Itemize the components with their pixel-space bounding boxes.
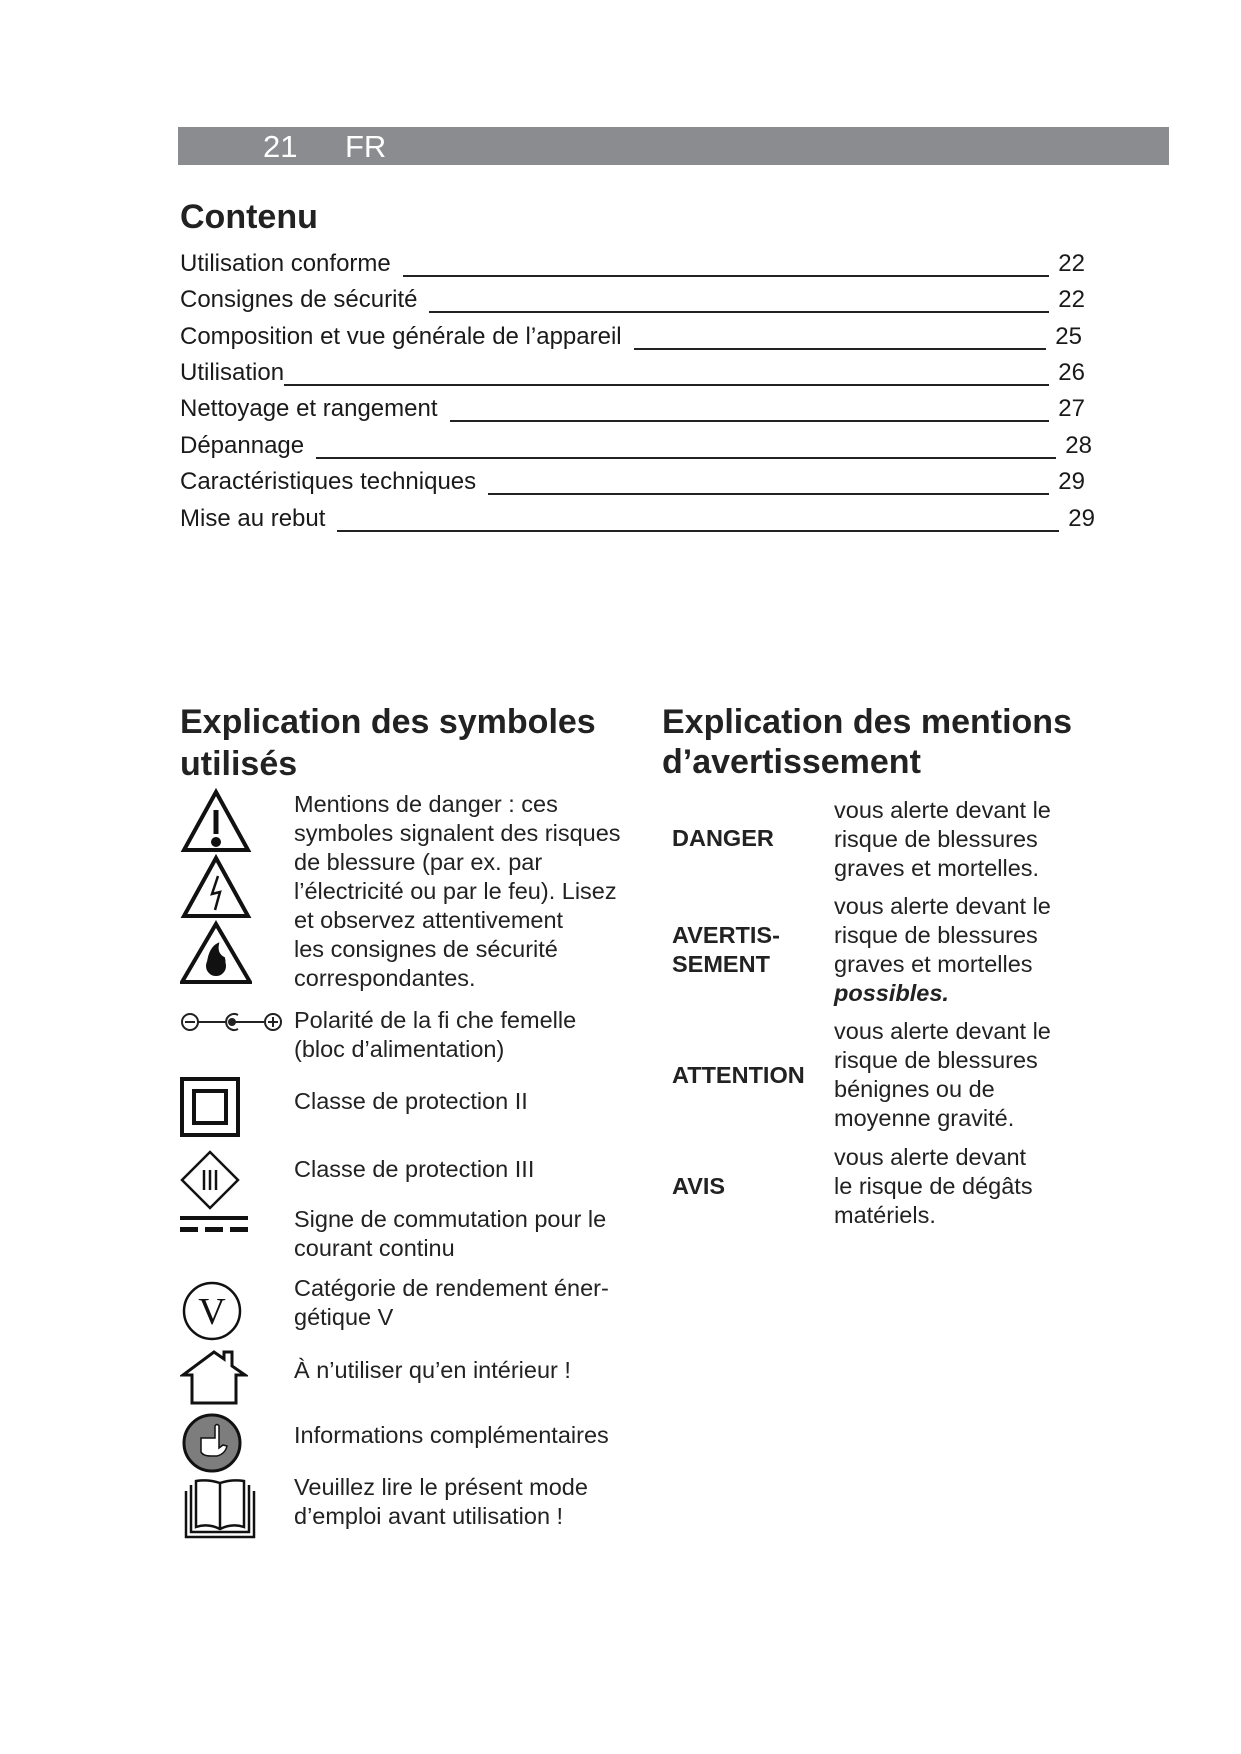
page-number: 21 bbox=[263, 129, 298, 164]
toc-entry-page: 25 bbox=[1055, 323, 1082, 350]
protection-class-3-icon bbox=[180, 1150, 240, 1210]
electric-warning-icon bbox=[184, 858, 248, 916]
toc-entry[interactable] bbox=[180, 504, 1095, 534]
indoor-house-icon bbox=[180, 1349, 248, 1405]
toc-entry-label: Composition et vue générale de l’appareil bbox=[180, 323, 622, 350]
toc-entry[interactable] bbox=[180, 431, 1092, 461]
protection-class-2-icon bbox=[180, 1077, 240, 1137]
text-line: SEMENT bbox=[672, 951, 770, 977]
toc-entry-label: Dépannage bbox=[180, 432, 305, 459]
text-line: les consignes de sécurité bbox=[294, 936, 558, 962]
toc-entry-label: Nettoyage et rangement bbox=[180, 395, 438, 422]
toc-leader-line bbox=[316, 457, 1056, 459]
toc-entry[interactable] bbox=[180, 467, 1085, 497]
fire-warning-icon bbox=[182, 924, 250, 982]
symbol-description bbox=[294, 790, 621, 993]
text-line: (bloc d’alimentation) bbox=[294, 1036, 505, 1062]
emphasis-text: possibles. bbox=[834, 980, 949, 1006]
text-line: Polarité de la fi che femelle bbox=[294, 1007, 577, 1033]
signal-word-description bbox=[834, 1017, 1051, 1133]
signal-word-description bbox=[834, 1143, 1033, 1230]
text-line: graves et mortelles. bbox=[834, 855, 1040, 881]
text-line: moyenne gravité. bbox=[834, 1105, 1015, 1131]
toc-title: Contenu bbox=[180, 198, 318, 236]
signal-word-label bbox=[672, 1172, 725, 1201]
symbol-description bbox=[294, 1421, 609, 1450]
text-line: Classe de protection II bbox=[294, 1088, 528, 1114]
exclamation-warning-icon bbox=[184, 792, 248, 850]
efficiency-v-icon bbox=[181, 1280, 243, 1342]
text-line: vous alerte devant le bbox=[834, 797, 1051, 823]
toc-entry-page: 28 bbox=[1065, 432, 1092, 459]
symbols-title-2: utilisés bbox=[180, 745, 298, 783]
toc-leader-line bbox=[450, 420, 1050, 422]
toc-entry-label: Mise au rebut bbox=[180, 505, 326, 532]
text-line: symboles signalent des risques bbox=[294, 820, 621, 846]
symbol-description bbox=[294, 1006, 576, 1064]
toc-entry[interactable] bbox=[180, 322, 1082, 352]
symbols-title-1: Explication des symboles bbox=[180, 703, 596, 741]
text-line: Signe de commutation pour le bbox=[294, 1206, 607, 1232]
text-line: courant continu bbox=[294, 1235, 455, 1261]
text-line: AVERTIS- bbox=[672, 922, 780, 948]
symbol-description bbox=[294, 1087, 528, 1116]
toc-leader-line bbox=[337, 530, 1059, 532]
read-manual-book-icon bbox=[182, 1477, 258, 1541]
symbol-description bbox=[294, 1155, 534, 1184]
text-line: et observez attentivement bbox=[294, 907, 564, 933]
page-header-bar bbox=[178, 127, 1169, 165]
text-line: risque de blessures bbox=[834, 826, 1038, 852]
svg-text:V: V bbox=[198, 1291, 226, 1333]
toc-entry-label: Utilisation bbox=[180, 359, 285, 386]
text-line: vous alerte devant bbox=[834, 1144, 1027, 1170]
signal-word-label bbox=[672, 824, 774, 853]
text-line: le risque de dégâts bbox=[834, 1173, 1033, 1199]
text-line: DANGER bbox=[672, 825, 774, 851]
text-line: risque de blessures bbox=[834, 1047, 1038, 1073]
polarity-icon bbox=[180, 1010, 284, 1034]
toc-entry-page: 29 bbox=[1068, 505, 1095, 532]
symbol-description bbox=[294, 1274, 609, 1332]
toc-entry[interactable] bbox=[180, 358, 1085, 388]
direct-current-icon bbox=[180, 1214, 250, 1234]
text-line: ATTENTION bbox=[672, 1062, 805, 1088]
toc-leader-line bbox=[634, 348, 1046, 350]
language-code: FR bbox=[345, 129, 387, 164]
text-line: Informations complémentaires bbox=[294, 1422, 609, 1448]
toc-entry-label: Caractéristiques techniques bbox=[180, 468, 477, 495]
toc-entry-page: 29 bbox=[1058, 468, 1085, 495]
text-line: bénignes ou de bbox=[834, 1076, 995, 1102]
text-line: AVIS bbox=[672, 1173, 726, 1199]
text-line: Mentions de danger : ces bbox=[294, 791, 558, 817]
info-hand-icon bbox=[181, 1412, 243, 1474]
toc-leader-line bbox=[488, 493, 1049, 495]
text-line: matériels. bbox=[834, 1202, 936, 1228]
symbol-description bbox=[294, 1205, 606, 1263]
warning-triangle-icons bbox=[180, 788, 252, 984]
toc-entry-page: 27 bbox=[1058, 395, 1085, 422]
toc-leader-line bbox=[429, 311, 1049, 313]
text-line: d’emploi avant utilisation ! bbox=[294, 1503, 564, 1529]
toc-entry[interactable] bbox=[180, 285, 1085, 315]
signal-word-label bbox=[672, 921, 780, 979]
text-line: vous alerte devant le bbox=[834, 893, 1051, 919]
toc-leader-line bbox=[284, 384, 1049, 386]
text-line: Catégorie de rendement éner- bbox=[294, 1275, 609, 1301]
text-line: risque de blessures bbox=[834, 922, 1038, 948]
symbol-description bbox=[294, 1473, 588, 1531]
text-line: correspondantes. bbox=[294, 965, 476, 991]
signal-word-description bbox=[834, 796, 1051, 883]
toc-entry-label: Consignes de sécurité bbox=[180, 286, 418, 313]
toc-entry[interactable] bbox=[180, 249, 1085, 279]
signal-word-description bbox=[834, 892, 1051, 1008]
text-line: Classe de protection III bbox=[294, 1156, 535, 1182]
toc-entry[interactable] bbox=[180, 394, 1085, 424]
toc-entry-page: 26 bbox=[1058, 359, 1085, 386]
signal-word-label bbox=[672, 1061, 805, 1090]
warnings-title-1: Explication des mentions bbox=[662, 703, 1072, 741]
text-line: de blessure (par ex. par bbox=[294, 849, 543, 875]
text-line: gétique V bbox=[294, 1304, 394, 1330]
text-line: À n’utiliser qu’en intérieur ! bbox=[294, 1357, 571, 1383]
text-line: graves et mortelles bbox=[834, 951, 1033, 977]
toc-entry-page: 22 bbox=[1058, 250, 1085, 277]
toc-entry-page: 22 bbox=[1058, 286, 1085, 313]
text-line: l’électricité ou par le feu). Lisez bbox=[294, 878, 617, 904]
toc-entry-label: Utilisation conforme bbox=[180, 250, 391, 277]
toc-leader-line bbox=[403, 275, 1049, 277]
warnings-title-2: d’avertissement bbox=[662, 743, 921, 781]
text-line: vous alerte devant le bbox=[834, 1018, 1051, 1044]
symbol-description bbox=[294, 1356, 571, 1385]
text-line: Veuillez lire le présent mode bbox=[294, 1474, 588, 1500]
